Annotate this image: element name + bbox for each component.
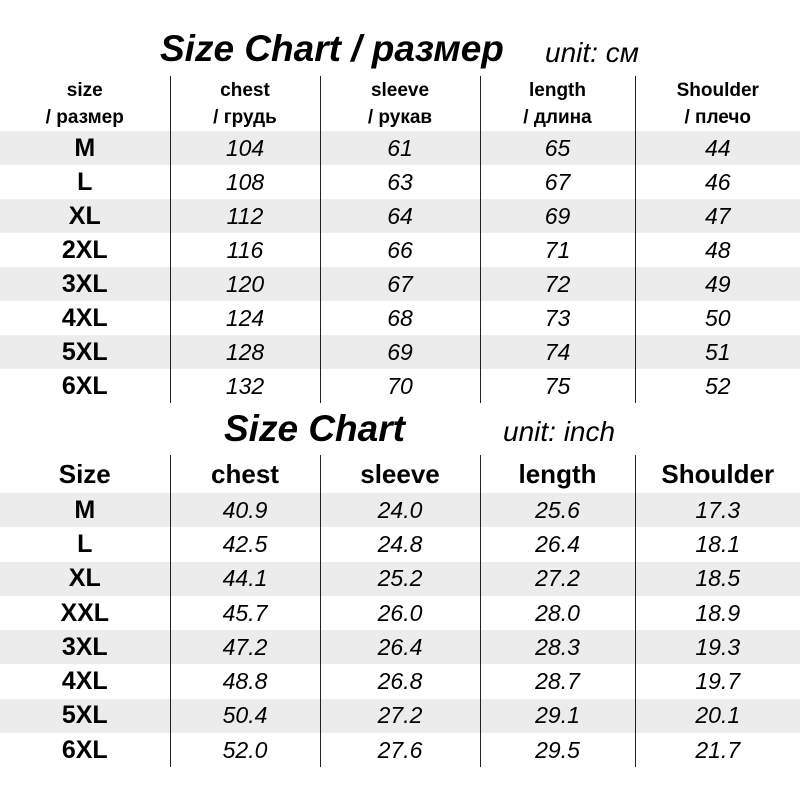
header-sleeve: sleeve: [320, 455, 480, 493]
sleeve-cell: 70: [320, 369, 480, 403]
sleeve-cell: 27.6: [320, 733, 480, 767]
length-cell: 65: [480, 131, 635, 165]
chest-cell: 45.7: [170, 596, 320, 630]
sleeve-cell: 26.8: [320, 664, 480, 698]
chest-cell: 108: [170, 165, 320, 199]
shoulder-cell: 51: [635, 335, 800, 369]
size-cell: M: [0, 131, 170, 165]
length-cell: 74: [480, 335, 635, 369]
inch-chart-title: Size Chart: [224, 408, 405, 449]
shoulder-cell: 17.3: [635, 493, 800, 527]
shoulder-cell: 49: [635, 267, 800, 301]
cm-unit-label: unit: см: [545, 37, 639, 68]
sleeve-cell: 67: [320, 267, 480, 301]
shoulder-cell: 44: [635, 131, 800, 165]
size-cell: 2XL: [61, 235, 108, 264]
table-header-row: [0, 455, 800, 493]
length-cell: 71: [480, 233, 635, 267]
header-chest: chest / грудь: [170, 76, 320, 131]
sleeve-cell: 24.8: [320, 527, 480, 561]
length-cell: 73: [480, 301, 635, 335]
header-shoulder: Shoulder / плечо: [635, 76, 800, 131]
header-length: length: [480, 455, 635, 493]
size-cell: 3XL: [0, 630, 170, 664]
chest-cell: 120: [170, 267, 320, 301]
header-sleeve: sleeve / рукав: [320, 76, 480, 131]
length-cell: 28.3: [480, 630, 635, 664]
table-row: [0, 630, 800, 664]
table-row: [0, 131, 800, 165]
table-header-row: [0, 76, 800, 131]
table-row: [0, 267, 800, 301]
header-shoulder: Shoulder: [635, 455, 800, 493]
chest-cell: 112: [170, 199, 320, 233]
chest-cell: 44.1: [170, 562, 320, 596]
sleeve-cell: 25.2: [320, 562, 480, 596]
shoulder-cell: 19.7: [635, 664, 800, 698]
inch-size-table: [0, 455, 800, 767]
length-cell: 75: [480, 369, 635, 403]
length-cell: 27.2: [480, 562, 635, 596]
length-cell: 29.5: [480, 733, 635, 767]
shoulder-cell: 52: [635, 369, 800, 403]
table-row: [0, 165, 800, 199]
sleeve-cell: 69: [320, 335, 480, 369]
table-row: [0, 335, 800, 369]
table-row: [0, 199, 800, 233]
size-cell: 6XL: [61, 371, 108, 400]
chest-cell: 42.5: [170, 527, 320, 561]
header-size: Size: [58, 458, 111, 489]
length-cell: 28.7: [480, 664, 635, 698]
chest-cell: 52.0: [170, 733, 320, 767]
table-row: [0, 369, 800, 403]
table-row: [0, 596, 800, 630]
shoulder-cell: 50: [635, 301, 800, 335]
table-row: [0, 301, 800, 335]
length-cell: 29.1: [480, 699, 635, 733]
size-cell: L: [77, 167, 93, 196]
chest-cell: 47.2: [170, 630, 320, 664]
shoulder-cell: 46: [635, 165, 800, 199]
chest-cell: 128: [170, 335, 320, 369]
sleeve-cell: 66: [320, 233, 480, 267]
table-row: [0, 562, 800, 596]
table-row: [0, 493, 800, 527]
shoulder-cell: 18.1: [635, 527, 800, 561]
size-cell: XL: [0, 199, 170, 233]
cm-size-table: [0, 76, 800, 403]
length-cell: 26.4: [480, 527, 635, 561]
sleeve-cell: 26.4: [320, 630, 480, 664]
shoulder-cell: 20.1: [635, 699, 800, 733]
sleeve-cell: 26.0: [320, 596, 480, 630]
chest-cell: 124: [170, 301, 320, 335]
table-row: [0, 233, 800, 267]
header-size: size / размер: [45, 79, 124, 128]
chest-cell: 48.8: [170, 664, 320, 698]
inch-unit-label: unit: inch: [503, 416, 616, 447]
length-cell: 28.0: [480, 596, 635, 630]
shoulder-cell: 18.5: [635, 562, 800, 596]
sleeve-cell: 27.2: [320, 699, 480, 733]
table-row: [0, 733, 800, 767]
size-cell: M: [0, 493, 170, 527]
size-cell: XXL: [60, 598, 110, 627]
length-cell: 67: [480, 165, 635, 199]
cm-chart-title: Size Chart / размер: [160, 28, 504, 69]
size-cell: 6XL: [61, 735, 108, 764]
sleeve-cell: 61: [320, 131, 480, 165]
size-cell: XL: [0, 562, 170, 596]
shoulder-cell: 48: [635, 233, 800, 267]
size-cell: 3XL: [0, 267, 170, 301]
shoulder-cell: 18.9: [635, 596, 800, 630]
shoulder-cell: 47: [635, 199, 800, 233]
size-cell: 5XL: [0, 699, 170, 733]
sleeve-cell: 63: [320, 165, 480, 199]
length-cell: 69: [480, 199, 635, 233]
sleeve-cell: 64: [320, 199, 480, 233]
size-cell: 4XL: [61, 303, 108, 332]
table-row: [0, 527, 800, 561]
chest-cell: 104: [170, 131, 320, 165]
length-cell: 25.6: [480, 493, 635, 527]
chest-cell: 40.9: [170, 493, 320, 527]
chest-cell: 50.4: [170, 699, 320, 733]
size-cell: 5XL: [0, 335, 170, 369]
size-cell: L: [77, 529, 93, 558]
sleeve-cell: 24.0: [320, 493, 480, 527]
chest-cell: 132: [170, 369, 320, 403]
size-cell: 4XL: [61, 667, 108, 696]
header-length: length / длина: [480, 76, 635, 131]
shoulder-cell: 21.7: [635, 733, 800, 767]
chest-cell: 116: [170, 233, 320, 267]
length-cell: 72: [480, 267, 635, 301]
table-row: [0, 664, 800, 698]
header-chest: chest: [170, 455, 320, 493]
table-row: [0, 699, 800, 733]
shoulder-cell: 19.3: [635, 630, 800, 664]
sleeve-cell: 68: [320, 301, 480, 335]
